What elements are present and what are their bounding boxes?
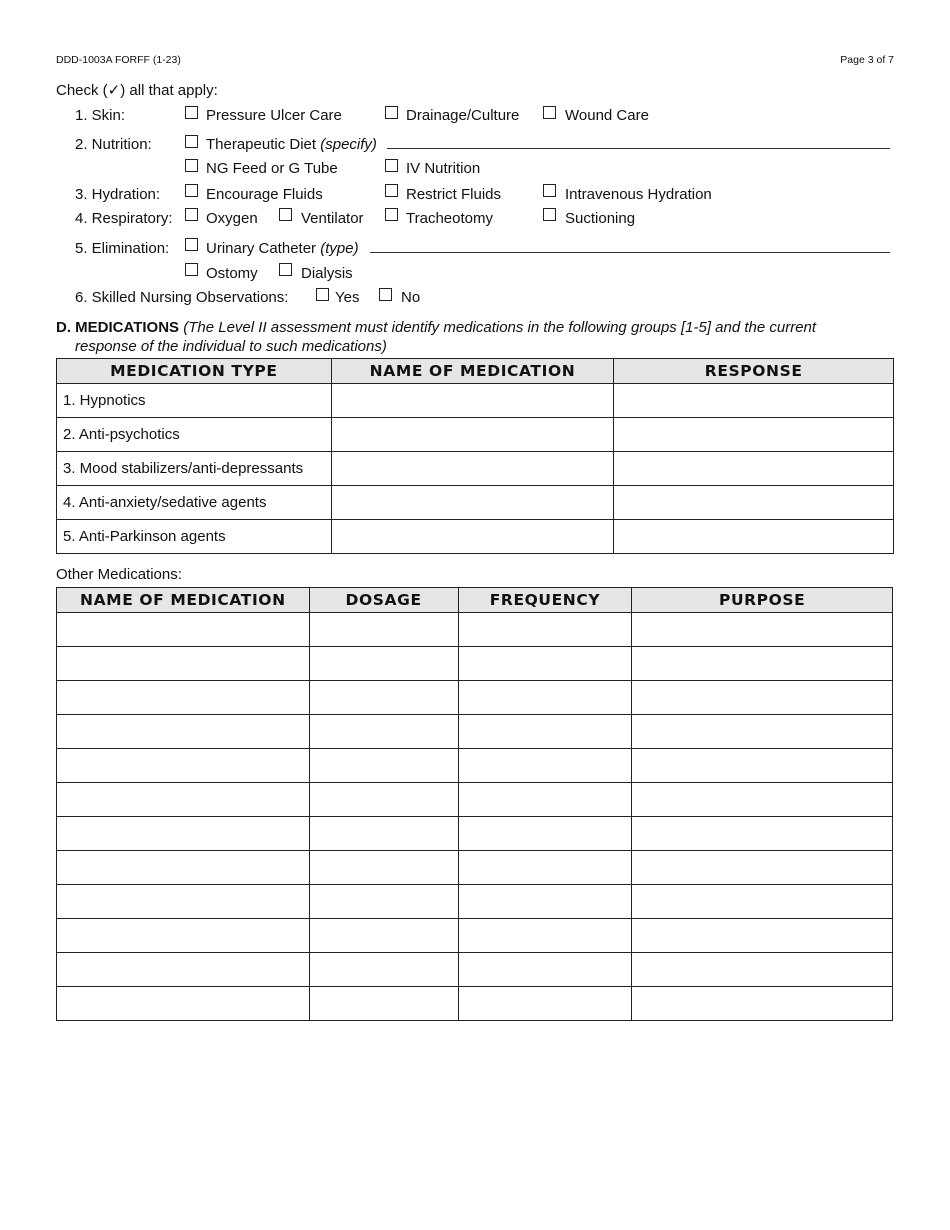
hydration-label: 3. Hydration: — [75, 186, 161, 203]
table-row — [57, 681, 893, 715]
checkbox-intravenous-hydration[interactable] — [543, 184, 556, 197]
table-row — [57, 783, 893, 817]
dosage-cell[interactable] — [309, 817, 458, 851]
checkbox-ostomy[interactable] — [185, 263, 198, 276]
other-medication-name-cell[interactable] — [57, 749, 310, 783]
medication-type-cell: 1. Hypnotics — [57, 384, 332, 418]
frequency-cell[interactable] — [458, 647, 632, 681]
medication-name-cell[interactable] — [331, 384, 614, 418]
purpose-cell[interactable] — [632, 783, 893, 817]
medication-type-cell: 4. Anti-anxiety/sedative agents — [57, 486, 332, 520]
table-row — [57, 384, 894, 418]
other-medication-name-cell[interactable] — [57, 851, 310, 885]
option-wound-care: Wound Care — [565, 107, 649, 124]
purpose-cell[interactable] — [632, 987, 893, 1021]
frequency-cell[interactable] — [458, 681, 632, 715]
checkbox-oxygen[interactable] — [185, 208, 198, 221]
medications-heading-line — [56, 319, 816, 336]
dosage-cell[interactable] — [309, 681, 458, 715]
medication-response-cell[interactable] — [614, 384, 894, 418]
checkbox-restrict-fluids[interactable] — [385, 184, 398, 197]
checkbox-wound-care[interactable] — [543, 106, 556, 119]
col-medication-type: MEDICATION TYPE — [57, 359, 332, 384]
frequency-cell[interactable] — [458, 749, 632, 783]
dosage-cell[interactable] — [309, 647, 458, 681]
table-row — [57, 715, 893, 749]
medications-note-2: response of the individual to such medications) — [75, 338, 387, 355]
skin-label: 1. Skin: — [75, 107, 126, 124]
other-medication-name-cell[interactable] — [57, 817, 310, 851]
purpose-cell[interactable] — [632, 613, 893, 647]
purpose-cell[interactable] — [632, 715, 893, 749]
form-id: DDD-1003A FORFF (1-23) — [56, 54, 181, 66]
medication-name-cell[interactable] — [331, 486, 614, 520]
col-response: RESPONSE — [614, 359, 894, 384]
option-ng-feed: NG Feed or G Tube — [206, 160, 338, 177]
table-row — [57, 953, 893, 987]
option-urinary-catheter: Urinary Catheter (type) — [206, 240, 359, 257]
option-tracheotomy: Tracheotomy — [406, 210, 493, 227]
table-row — [57, 452, 894, 486]
col-other-name: NAME OF MEDICATION — [57, 588, 310, 613]
check-instruction: Check (✓) all that apply: — [56, 82, 218, 99]
other-medication-name-cell[interactable] — [57, 715, 310, 749]
option-ostomy: Ostomy — [206, 265, 258, 282]
other-medications-table — [56, 587, 893, 1021]
table-row — [57, 919, 893, 953]
other-medication-name-cell[interactable] — [57, 783, 310, 817]
page-number: Page 3 of 7 — [840, 54, 894, 66]
checkbox-pressure-ulcer-care[interactable] — [185, 106, 198, 119]
purpose-cell[interactable] — [632, 851, 893, 885]
medications-table — [56, 358, 894, 554]
frequency-cell[interactable] — [458, 953, 632, 987]
table-row — [57, 817, 893, 851]
other-medication-name-cell[interactable] — [57, 885, 310, 919]
checkbox-skilled-no[interactable] — [379, 288, 392, 301]
other-medication-name-cell[interactable] — [57, 613, 310, 647]
frequency-cell[interactable] — [458, 885, 632, 919]
other-medication-name-cell[interactable] — [57, 647, 310, 681]
frequency-cell[interactable] — [458, 783, 632, 817]
option-drainage-culture: Drainage/Culture — [406, 107, 520, 124]
dosage-cell[interactable] — [309, 783, 458, 817]
medication-response-cell[interactable] — [614, 418, 894, 452]
table-row — [57, 987, 893, 1021]
checkbox-therapeutic-diet[interactable] — [185, 135, 198, 148]
option-dialysis: Dialysis — [301, 265, 353, 282]
frequency-cell[interactable] — [458, 851, 632, 885]
frequency-cell[interactable] — [458, 919, 632, 953]
purpose-cell[interactable] — [632, 647, 893, 681]
medications-note-1: (The Level II assessment must identify medications in the following groups [1-5] and the current — [183, 319, 817, 336]
purpose-cell[interactable] — [632, 953, 893, 987]
medication-type-cell: 5. Anti-Parkinson agents — [57, 520, 332, 554]
dosage-cell[interactable] — [309, 919, 458, 953]
table-row — [57, 613, 893, 647]
medication-name-cell[interactable] — [331, 520, 614, 554]
col-frequency: FREQUENCY — [458, 588, 632, 613]
checkbox-iv-nutrition[interactable] — [385, 159, 398, 172]
specify-note: (specify) — [320, 136, 377, 153]
col-purpose: PURPOSE — [632, 588, 893, 613]
checkbox-ventilator[interactable] — [279, 208, 292, 221]
option-restrict-fluids: Restrict Fluids — [406, 186, 502, 203]
urinary-catheter-type-line[interactable] — [370, 252, 890, 253]
table-row — [57, 885, 893, 919]
option-therapeutic-diet: Therapeutic Diet (specify) — [206, 136, 377, 153]
purpose-cell[interactable] — [632, 749, 893, 783]
option-iv-nutrition: IV Nutrition — [406, 160, 481, 177]
purpose-cell[interactable] — [632, 885, 893, 919]
medication-name-cell[interactable] — [331, 418, 614, 452]
therapeutic-diet-specify-line[interactable] — [387, 148, 890, 149]
table-row — [57, 647, 893, 681]
purpose-cell[interactable] — [632, 919, 893, 953]
dosage-cell[interactable] — [309, 851, 458, 885]
respiratory-label: 4. Respiratory: — [75, 210, 173, 227]
other-medication-name-cell[interactable] — [57, 987, 310, 1021]
elimination-label: 5. Elimination: — [75, 240, 170, 257]
checkbox-dialysis[interactable] — [279, 263, 292, 276]
checkbox-drainage-culture[interactable] — [385, 106, 398, 119]
table-row — [57, 486, 894, 520]
option-suctioning: Suctioning — [565, 210, 636, 227]
purpose-cell[interactable] — [632, 817, 893, 851]
option-intravenous-hydration: Intravenous Hydration — [565, 186, 712, 203]
option-oxygen: Oxygen — [206, 210, 258, 227]
other-medication-name-cell[interactable] — [57, 919, 310, 953]
option-skilled-no: No — [401, 289, 421, 306]
option-ventilator: Ventilator — [301, 210, 364, 227]
other-medication-name-cell[interactable] — [57, 681, 310, 715]
checkbox-urinary-catheter[interactable] — [185, 238, 198, 251]
type-note: (type) — [320, 240, 359, 257]
frequency-cell[interactable] — [458, 987, 632, 1021]
dosage-cell[interactable] — [309, 749, 458, 783]
frequency-cell[interactable] — [458, 817, 632, 851]
medications-heading: D. MEDICATIONS — [56, 319, 180, 336]
medication-response-cell[interactable] — [614, 486, 894, 520]
frequency-cell[interactable] — [458, 715, 632, 749]
other-medication-name-cell[interactable] — [57, 953, 310, 987]
option-skilled-yes: Yes — [335, 289, 360, 306]
skilled-nursing-label: 6. Skilled Nursing Observations: — [75, 289, 289, 306]
medications-note-2-wrap — [75, 338, 387, 355]
frequency-cell[interactable] — [458, 613, 632, 647]
medication-type-cell: 2. Anti-psychotics — [57, 418, 332, 452]
checkbox-ng-feed[interactable] — [185, 159, 198, 172]
col-name-of-medication: NAME OF MEDICATION — [331, 359, 614, 384]
medication-name-cell[interactable] — [331, 452, 614, 486]
option-encourage-fluids: Encourage Fluids — [206, 186, 323, 203]
checkbox-tracheotomy[interactable] — [385, 208, 398, 221]
checkbox-encourage-fluids[interactable] — [185, 184, 198, 197]
dosage-cell[interactable] — [309, 715, 458, 749]
col-dosage: DOSAGE — [309, 588, 458, 613]
nutrition-label: 2. Nutrition: — [75, 136, 152, 153]
dosage-cell[interactable] — [309, 885, 458, 919]
dosage-cell[interactable] — [309, 953, 458, 987]
table-row — [57, 520, 894, 554]
table-row — [57, 749, 893, 783]
table-row — [57, 418, 894, 452]
checkbox-suctioning[interactable] — [543, 208, 556, 221]
option-pressure-ulcer-care: Pressure Ulcer Care — [206, 107, 342, 124]
medication-response-cell[interactable] — [614, 520, 894, 554]
table-row — [57, 851, 893, 885]
medication-type-cell: 3. Mood stabilizers/anti-depressants — [57, 452, 332, 486]
dosage-cell[interactable] — [309, 987, 458, 1021]
dosage-cell[interactable] — [309, 613, 458, 647]
medication-response-cell[interactable] — [614, 452, 894, 486]
purpose-cell[interactable] — [632, 681, 893, 715]
other-medications-label: Other Medications: — [56, 566, 182, 583]
checkbox-skilled-yes[interactable] — [316, 288, 329, 301]
